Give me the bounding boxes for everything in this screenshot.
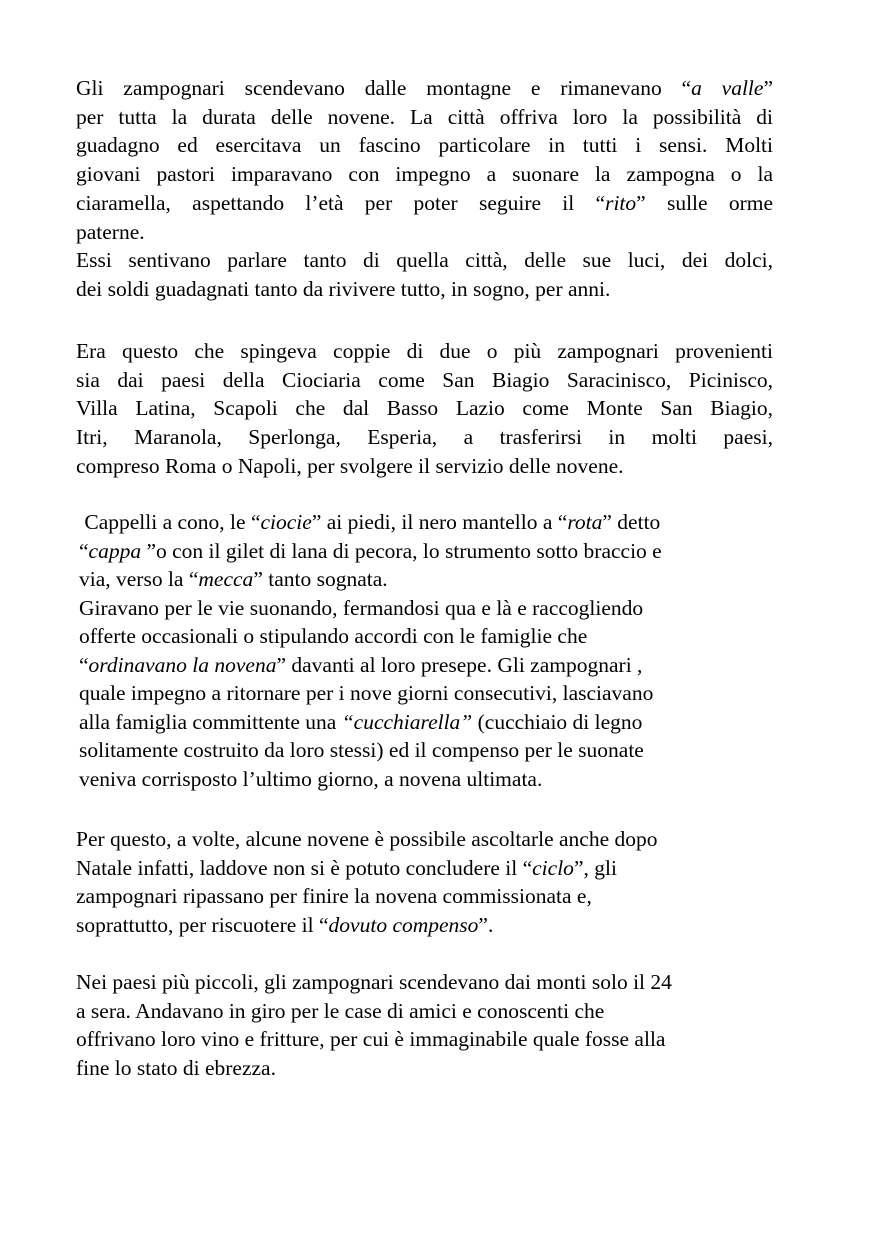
text-line [79,508,773,537]
italic-term: rito [605,190,637,215]
text-run: (cucchiaio di legno [472,709,643,734]
text-run: ” ai piedi, il nero mantello a “ [311,510,568,534]
paragraph-zampognari-intro [76,74,773,304]
italic-term: dovuto compenso [328,913,479,938]
text-line [76,337,773,366]
text-run: soprattutto, per riscuotere il “ [76,913,329,938]
text-line [79,622,773,651]
text-line [76,103,773,132]
paragraph-provenienza [76,337,773,481]
text-run: Itri, Maranola, Sperlonga, Esperia, a trasferirsi in molti paesi, [76,425,773,450]
text-line [76,74,773,103]
text-run: giovani pastori imparavano con impegno a suonare la zampogna o la [76,162,773,187]
paragraph-abbigliamento [79,508,773,793]
text-run: offerte occasionali o stipulando accordi con le famiglie che [79,624,588,648]
text-line [76,189,773,218]
text-run: Era questo che spingeva coppie di due o più zampognari provenienti [76,339,773,363]
text-run: Gli zampognari scendevano dalle montagne e rimanevano “ [76,76,692,100]
text-run: via, verso la “ [79,567,199,591]
paragraph-dopo-natale [76,825,773,940]
text-line [76,218,773,247]
text-run: ” [763,76,773,100]
text-run: paterne. [76,219,145,244]
text-run: solitamente costruito da loro stessi) ed il compenso per le suonate [79,738,644,762]
text-line [76,882,773,911]
text-run: fine lo stato di ebrezza. [76,1056,276,1081]
text-line [76,275,773,304]
text-run: per tutta la durata delle novene. La città offriva loro la possibilità di [76,104,773,129]
text-line [76,997,773,1026]
text-line [79,565,773,594]
text-run: Villa Latina, Scapoli che dal Basso Lazio come Monte San Biagio, [76,396,773,421]
text-run: zampognari ripassano per finire la novena commissionata e, [76,884,592,909]
text-run: ”. [478,913,494,938]
text-line [79,537,773,566]
text-line [79,765,773,794]
text-run: “ [79,538,89,563]
text-line [76,246,773,275]
text-run: Per questo, a volte, alcune novene è possibile ascoltarle anche dopo [76,827,658,851]
text-line [79,679,773,708]
text-run: ” detto [602,510,661,534]
italic-term: a valle [691,76,764,100]
italic-term: ciclo [532,855,574,880]
text-run: ”, gli [573,855,617,880]
text-line [76,854,773,883]
text-line [76,423,773,452]
text-run: “ [79,652,89,677]
text-line [79,708,773,737]
text-run: quale impegno a ritornare per i nove giorni consecutivi, lasciavano [79,681,654,705]
text-run: ” davanti al loro presepe. Gli zampognari , [276,652,643,677]
text-line [79,736,773,765]
text-run: veniva corrisposto l’ultimo giorno, a novena ultimata. [79,766,543,791]
text-line [76,131,773,160]
text-run: ” sulle orme [636,190,774,215]
italic-term: “cucchiarella” [341,709,473,734]
italic-term: mecca [198,567,254,591]
text-run: dei soldi guadagnati tanto da rivivere tutto, in sogno, per anni. [76,276,611,301]
text-line [76,968,773,997]
italic-term: cappa [88,538,142,563]
text-line [79,594,773,623]
text-line [76,911,773,940]
italic-term: rota [567,510,603,534]
text-line [76,394,773,423]
text-run: sia dai paesi della Ciociaria come San Biagio Saracinisco, Picinisco, [76,367,773,392]
text-line [76,825,773,854]
text-run: Cappelli a cono, le “ [79,510,261,534]
text-run: a sera. Andavano in giro per le case di amici e conoscenti che [76,998,605,1023]
paragraph-paesi-piccoli [76,968,773,1083]
text-run: Nei paesi più piccoli, gli zampognari scendevano dai monti solo il 24 [76,970,672,994]
text-run: compreso Roma o Napoli, per svolgere il servizio delle novene. [76,453,624,478]
text-run: Giravano per le vie suonando, fermandosi qua e là e raccogliendo [79,595,644,620]
text-run: ”o con il gilet di lana di pecora, lo strumento sotto braccio e [141,538,662,563]
text-run: ciaramella, aspettando l’età per poter seguire il “ [76,190,606,215]
text-line [76,452,773,481]
text-run: offrivano loro vino e fritture, per cui è immaginabile quale fosse alla [76,1027,666,1052]
text-line [79,651,773,680]
text-run: ” tanto sognata. [253,567,388,591]
italic-term: ordinavano la novena [88,652,277,677]
text-run: Natale infatti, laddove non si è potuto concludere il “ [76,855,533,880]
text-run: alla famiglia committente una [79,709,342,734]
text-line [76,1025,773,1054]
text-run: Essi sentivano parlare tanto di quella città, delle sue luci, dei dolci, [76,248,773,273]
text-line [76,1054,773,1083]
text-line [76,366,773,395]
text-run: guadagno ed esercitava un fascino particolare in tutti i sensi. Molti [76,133,773,158]
text-line [76,160,773,189]
italic-term: ciocie [260,510,312,534]
